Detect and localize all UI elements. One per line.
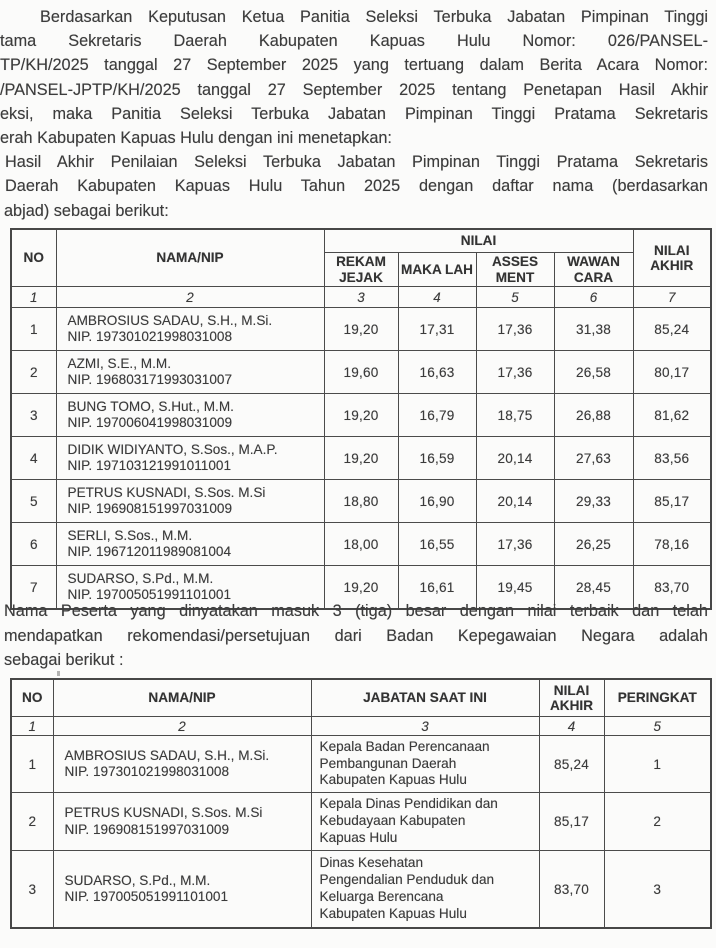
cell-no: 6 [11,523,56,566]
col-number: 3 [324,287,398,308]
cell-peringkat: 1 [604,736,711,793]
col-header-rekam-jejak: REKAM JEJAK [324,253,398,287]
col-number: 7 [633,287,711,308]
paragraph-line: sebagai berikut : [4,651,124,670]
cell-no: 3 [11,851,53,929]
cell-rekam-jejak: 19,60 [324,351,398,394]
cell-assesment: 20,14 [476,437,554,480]
cell-nama-nip [56,308,324,351]
table-row [11,793,711,851]
cell-nilai-akhir: 81,62 [633,394,711,437]
cell-no: 1 [11,736,53,793]
nip: NIP. 197103121991011001 [67,458,232,473]
cell-nilai-akhir: 83,70 [633,566,711,610]
col-header-nilai-group: NILAI [324,229,633,253]
table-row [11,480,711,523]
jabatan-line: Kepala Dinas Pendidikan dan [319,796,498,812]
col-header-makalah: MAKA LAH [398,253,476,287]
cell-nilai-akhir: 85,17 [633,480,711,523]
cell-makalah: 16,90 [398,480,476,523]
paragraph-line: /PANSEL-JPTP/KH/2025 tanggal 27 September 2025 tentang Penetapan Hasil Akhir [0,80,708,99]
cell-wawancara: 26,58 [554,351,633,394]
cell-nilai-akhir: 85,17 [539,793,604,851]
nama: PETRUS KUSNADI, S.Sos. M.Si [64,805,263,821]
paragraph-line: mendapatkan rekomendasi/persetujuan dari Badan Kepegawaian Negara adalah [4,626,708,645]
cell-nilai-akhir: 85,24 [539,736,604,793]
col-header-nama-nip: NAMA/NIP [56,229,324,287]
cell-no: 4 [11,437,56,480]
cell-nama-nip [56,480,324,523]
nama: BUNG TOMO, S.Hut., M.M. [67,398,234,414]
cell-rekam-jejak: 19,20 [324,437,398,480]
cell-nilai-akhir: 83,70 [539,851,604,929]
col-number: 3 [311,717,539,736]
jabatan-line: Kabupaten Kapuas Hulu [319,772,467,788]
cell-assesment: 20,14 [476,480,554,523]
cell-wawancara: 28,45 [554,566,633,610]
cell-peringkat: 3 [604,851,711,929]
cell-makalah: 16,55 [398,523,476,566]
cell-assesment: 17,36 [476,308,554,351]
cell-assesment: 17,36 [476,351,554,394]
nama: SUDARSO, S.Pd., M.M. [64,872,211,888]
nip: NIP. 196908151997031009 [67,501,233,516]
col-number: 1 [11,287,56,308]
col-header-no: NO [11,229,56,287]
cell-rekam-jejak: 18,80 [324,480,398,523]
cell-no: 7 [11,566,56,610]
jabatan-line: Dinas Kesehatan [319,855,424,871]
cell-nama-nip [53,851,311,929]
paragraph-line: Hasil Akhir Penilaian Seleksi Terbuka Jabatan Pimpinan Tinggi Pratama Sekretaris [5,153,708,172]
cell-nama-nip [56,394,324,437]
jabatan-line: Pengendalian Penduduk dan [319,872,495,888]
paragraph-line: Berdasarkan Keputusan Ketua Panitia Seleksi Terbuka Jabatan Pimpinan Tinggi [40,8,708,26]
col-number: 4 [539,717,604,736]
cell-assesment: 19,45 [476,566,554,610]
table-row [11,736,711,793]
col-header-wawancara: WAWAN CARA [554,253,633,287]
col-number: 5 [476,287,554,308]
cell-peringkat: 2 [604,793,711,851]
col-header-peringkat: PERINGKAT [604,679,711,717]
cell-rekam-jejak: 19,20 [324,394,398,437]
nama: DIDIK WIDIYANTO, S.Sos., M.A.P. [67,441,278,457]
table-row [11,394,711,437]
col-number: 2 [53,717,311,736]
col-number: 1 [11,717,53,736]
nama: AMBROSIUS SADAU, S.H., M.Si. [64,747,270,763]
col-number: 2 [56,287,324,308]
nama: AZMI, S.E., M.M. [67,355,171,371]
intro-paragraph [0,5,708,223]
col-header-no: NO [11,679,53,717]
column-number-row [11,287,711,308]
cell-nama-nip [53,736,311,793]
column-number-row [11,717,711,736]
col-number: 6 [554,287,633,308]
paragraph-line: eksi, maka Panitia Seleksi Terbuka Jabatan Pimpinan Tinggi Pratama Sekretaris [0,104,708,123]
nip: NIP. 197005051991101001 [64,889,229,904]
cell-makalah: 16,79 [398,394,476,437]
paragraph-line: Nama Peserta yang dinyatakan masuk 3 (tiga) besar dengan nilai terbaik dan telah [4,602,708,620]
jabatan-line: Kebudayaan Kabupaten [319,813,466,829]
table-row [11,308,711,351]
cell-nilai-akhir: 80,17 [633,351,711,394]
cell-wawancara: 31,38 [554,308,633,351]
jabatan-line: Keluarga Berencana [319,889,444,904]
cell-no: 5 [11,480,56,523]
col-header-assesment: ASSES MENT [476,253,554,287]
cell-nilai-akhir: 78,16 [633,523,711,566]
cell-jabatan [311,736,539,793]
cell-nilai-akhir: 85,24 [633,308,711,351]
nip: NIP. 197301021998031008 [64,764,230,779]
scan-artifact [57,671,60,676]
col-header-jabatan: JABATAN SAAT INI [311,679,539,717]
nama: SUDARSO, S.Pd., M.M. [67,570,214,586]
top-three-paragraph [0,599,708,673]
table-row [11,851,711,929]
nip: NIP. 197301021998031008 [67,329,233,344]
cell-rekam-jejak: 19,20 [324,308,398,351]
jabatan-line: Kepala Badan Perencanaan [319,738,490,754]
table-row [11,351,711,394]
col-number: 5 [604,717,711,736]
cell-nama-nip [56,523,324,566]
cell-wawancara: 26,88 [554,394,633,437]
cell-makalah: 16,59 [398,437,476,480]
cell-wawancara: 26,25 [554,523,633,566]
paragraph-line: tama Sekretaris Daerah Kabupaten Kapuas Hulu Nomor: 026/PANSEL- [0,32,708,51]
cell-no: 3 [11,394,56,437]
table-row [11,437,711,480]
jabatan-line: Pembangunan Daerah [319,755,457,771]
cell-jabatan [311,793,539,851]
table-row [11,523,711,566]
cell-no: 2 [11,351,56,394]
cell-makalah: 16,63 [398,351,476,394]
jabatan-line: Kabupaten Kapuas Hulu [319,905,467,921]
nama: SERLI, S.Sos., M.M. [67,527,193,543]
cell-wawancara: 29,33 [554,480,633,523]
paragraph-line: Daerah Kabupaten Kapuas Hulu Tahun 2025 dengan daftar nama (berdasarkan [5,177,708,196]
nama: AMBROSIUS SADAU, S.H., M.Si. [67,312,273,328]
col-header-nilai-akhir: NILAI AKHIR [633,229,711,287]
col-header-nama-nip: NAMA/NIP [53,679,311,717]
cell-nilai-akhir: 83,56 [633,437,711,480]
cell-nama-nip [56,437,324,480]
cell-assesment: 18,75 [476,394,554,437]
jabatan-line: Kapuas Hulu [319,829,398,845]
paragraph-line: TP/KH/2025 tanggal 27 September 2025 yang tertuang dalam Berita Acara Nomor: [0,56,708,75]
nip: NIP. 197006041998031009 [67,415,233,430]
nip: NIP. 196908151997031009 [64,821,230,837]
cell-makalah: 16,61 [398,566,476,610]
nama: PETRUS KUSNADI, S.Sos. M.Si [67,484,266,500]
cell-rekam-jejak: 18,00 [324,523,398,566]
nip: NIP. 197005051991101001 [67,587,232,602]
nip: NIP. 196803171993031007 [67,372,233,387]
tiga-besar-table [10,678,712,929]
cell-nama-nip [53,793,311,851]
cell-jabatan [311,851,539,929]
hasil-akhir-penilaian-table [10,228,712,610]
col-header-nilai-akhir: NILAI AKHIR [539,679,604,717]
cell-wawancara: 27,63 [554,437,633,480]
cell-rekam-jejak: 19,20 [324,566,398,610]
col-number: 4 [398,287,476,308]
cell-nama-nip [56,351,324,394]
cell-makalah: 17,31 [398,308,476,351]
cell-no: 1 [11,308,56,351]
nip: NIP. 196712011989081004 [67,544,232,559]
paragraph-line: abjad) sebagai berikut: [4,201,169,220]
paragraph-line: erah Kabupaten Kapuas Hulu dengan ini menetapkan: [0,128,392,147]
cell-no: 2 [11,793,53,851]
cell-assesment: 17,36 [476,523,554,566]
